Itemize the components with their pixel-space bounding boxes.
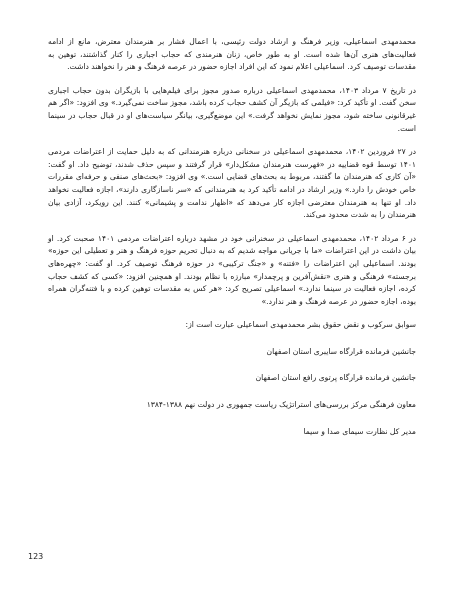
record-item-4: مدیر کل نظارت سیمای صدا و سیما	[303, 426, 416, 436]
record-item-3: معاون فرهنگی مرکز بررسی‌های استراتژیک ریاست جمهوری در دولت نهم ۱۳۸۸-۱۳۸۴	[146, 400, 416, 410]
paragraph-3: در ۲۷ فروردین ۱۴۰۲، محمدمهدی اسماعیلی در سخنانی درباره هنرمندانی که به دلیل حمایت از اعتراضات مردمی ۱۴۰۱ توسط قوه قضاییه در «فهرست هنرمندان مشکل‌دار» قرار گرفتند و سپس حذف شدند، توضیح داد. او گفت: «آن کاری که هنرمندان ما گفتند، مربوط به بحث‌های قضایی است.» وی افزود: «بحث‌های صنفی و حرفه‌ای مقررات خاص خودش را دارد.» وزیر ارشاد در ادامه تأکید کرد به هنرمندانی که «سر ناسازگاری دارند»، اجازه فعالیت نخواهد داد. او تنها به هنرمندان معترضی اجازه کار می‌دهد که «اظهار ندامت و پشیمانی» کنند. این رویکرد، آزادی بیان هنرمندان را به شدت محدود می‌کند.	[48, 147, 416, 220]
paragraph-1: محمدمهدی اسماعیلی، وزیر فرهنگ و ارشاد دولت رئیسی، با اعمال فشار بر هنرمندان معترض، مانع از ادامه فعالیت‌های هنری آن‌ها شده است. او به طور خاص، زنان هنرمندی که حجاب اجباری را کنار گذاشتند، توهین به مقدسات توصیف کرد. اسماعیلی اعلام نمود که این افراد اجازه حضور در عرصه فرهنگ و هنر را نخواهند داشت.	[48, 37, 416, 72]
record-heading: سوابق سرکوب و نقض حقوق بشر محمدمهدی اسماعیلی عبارت است از:	[185, 320, 416, 330]
paragraph-4: در ۶ مرداد ۱۴۰۲، محمدمهدی اسماعیلی در سخنرانی خود در مشهد درباره اعتراضات مردمی ۱۴۰۱ صحبت کرد. او بیان داشت در این اعتراضات «ما با جریانی مواجه شدیم که به دنبال تحریم حوزه فرهنگ و هنر و تعطیلی این حوزه» بودند. اسماعیلی این اعتراضات را «فتنه» و «جنگ ترکیبی» در حوزه فرهنگ توصیف کرد. او گفت: «چهره‌های برجسته» فرهنگی و هنری «نقش‌آفرین و پرچمدار» مبارزه با نظام بودند. او همچنین افزود: «کسی که کشف حجاب کرده، اجازه فعالیت در سینما ندارد.» اسماعیلی تصریح کرد: «هر کس به مقدسات توهین کرده و با فتنه‌گران همراه بوده، اجازه حضور در عرصه فرهنگ و هنر ندارد.»	[48, 233, 416, 306]
page-number: 123	[28, 552, 44, 561]
record-item-1: جانشین فرمانده قرارگاه سایبری استان اصفهان	[266, 346, 416, 356]
document-body	[48, 36, 416, 452]
paragraph-2: در تاریخ ۷ مرداد ۱۴۰۳، محمدمهدی اسماعیلی درباره صدور مجوز برای فیلم‌هایی با بازیگران بدون حجاب اجباری سخن گفت. او تأکید کرد: «فیلمی که بازیگر آن کشف حجاب کرده باشد، مجوز ساخت نمی‌گیرد.» وی افزود: «اگر هم غیرقانونی ساخته شود، مجوز نمایش نخواهد گرفت.» این موضع‌گیری، بیانگر سیاست‌های او در قبال حجاب در سینما است.	[48, 85, 416, 133]
record-item-2: جانشین فرمانده قرارگاه پرتوی رافع استان اصفهان	[255, 373, 416, 383]
